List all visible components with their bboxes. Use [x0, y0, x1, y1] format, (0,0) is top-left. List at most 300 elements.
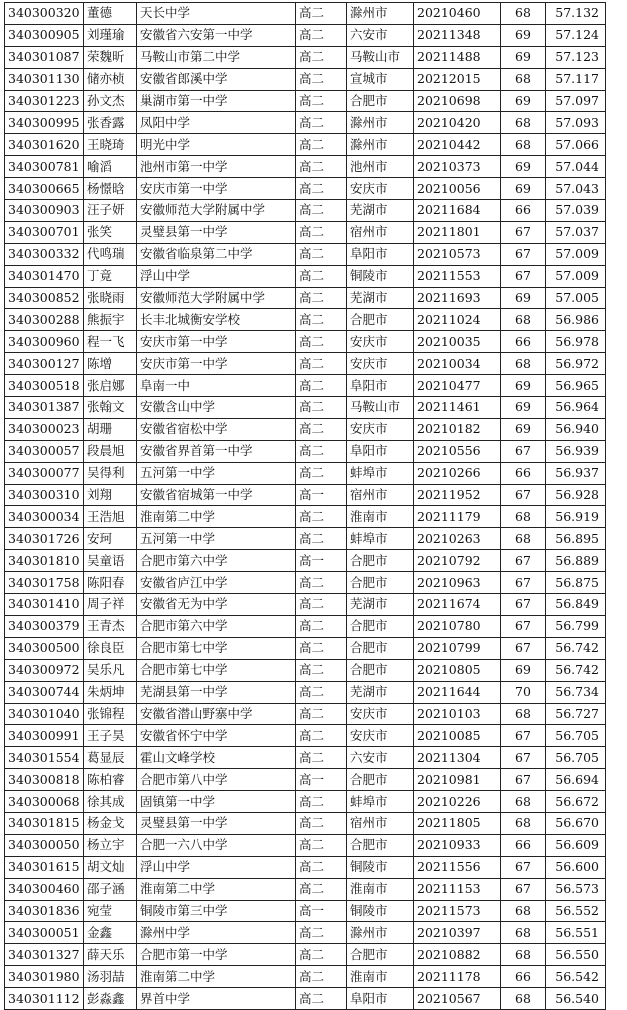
cell-grade: 高二 — [296, 747, 347, 769]
cell-score: 67 — [501, 615, 546, 637]
cell-city: 宣城市 — [347, 68, 414, 90]
cell-ticket-number: 20211801 — [414, 221, 501, 243]
cell-ticket-number: 20210056 — [414, 178, 501, 200]
table-row — [5, 834, 606, 856]
cell-school: 安徽省怀宁中学 — [137, 725, 296, 747]
cell-score: 66 — [501, 966, 546, 988]
cell-weighted-score: 57.132 — [546, 3, 606, 25]
cell-grade: 高二 — [296, 178, 347, 200]
cell-name: 喻滔 — [84, 156, 137, 178]
cell-school: 安徽省六安第一中学 — [137, 24, 296, 46]
cell-name: 荣魏昕 — [84, 46, 137, 68]
cell-score: 68 — [501, 112, 546, 134]
cell-student-id: 340301040 — [5, 703, 84, 725]
cell-name: 程一飞 — [84, 331, 137, 353]
cell-ticket-number: 20210792 — [414, 550, 501, 572]
cell-city: 安庆市 — [347, 725, 414, 747]
table-row — [5, 856, 606, 878]
cell-student-id: 340300023 — [5, 418, 84, 440]
cell-city: 安庆市 — [347, 703, 414, 725]
score-table — [4, 2, 606, 1010]
cell-school: 安徽省界首第一中学 — [137, 440, 296, 462]
cell-name: 胡珊 — [84, 418, 137, 440]
cell-city: 芜湖市 — [347, 594, 414, 616]
cell-school: 池州市第一中学 — [137, 156, 296, 178]
cell-student-id: 340300995 — [5, 112, 84, 134]
cell-score: 70 — [501, 681, 546, 703]
cell-school: 安徽省郎溪中学 — [137, 68, 296, 90]
table-row — [5, 353, 606, 375]
cell-student-id: 340300379 — [5, 615, 84, 637]
cell-score: 68 — [501, 812, 546, 834]
cell-city: 安庆市 — [347, 178, 414, 200]
cell-grade: 高二 — [296, 988, 347, 1010]
cell-school: 安庆市第一中学 — [137, 331, 296, 353]
cell-name: 张晓雨 — [84, 287, 137, 309]
cell-score: 67 — [501, 747, 546, 769]
cell-school: 芜湖县第一中学 — [137, 681, 296, 703]
cell-grade: 高二 — [296, 506, 347, 528]
cell-ticket-number: 20211024 — [414, 309, 501, 331]
cell-student-id: 340300518 — [5, 375, 84, 397]
cell-school: 合肥市第六中学 — [137, 550, 296, 572]
cell-grade: 高二 — [296, 90, 347, 112]
table-row — [5, 484, 606, 506]
cell-weighted-score: 56.940 — [546, 418, 606, 440]
cell-name: 朱炳坤 — [84, 681, 137, 703]
cell-score: 67 — [501, 856, 546, 878]
cell-city: 滁州市 — [347, 922, 414, 944]
cell-ticket-number: 20211674 — [414, 594, 501, 616]
cell-weighted-score: 56.542 — [546, 966, 606, 988]
cell-name: 周子祥 — [84, 594, 137, 616]
cell-ticket-number: 20211644 — [414, 681, 501, 703]
cell-ticket-number: 20210035 — [414, 331, 501, 353]
cell-student-id: 340300077 — [5, 462, 84, 484]
cell-city: 蚌埠市 — [347, 528, 414, 550]
cell-name: 王青杰 — [84, 615, 137, 637]
cell-name: 张启娜 — [84, 375, 137, 397]
table-row — [5, 418, 606, 440]
cell-student-id: 340300050 — [5, 834, 84, 856]
cell-student-id: 340300068 — [5, 791, 84, 813]
cell-weighted-score: 57.037 — [546, 221, 606, 243]
cell-student-id: 340301810 — [5, 550, 84, 572]
cell-weighted-score: 57.124 — [546, 24, 606, 46]
cell-city: 马鞍山市 — [347, 46, 414, 68]
table-row — [5, 221, 606, 243]
cell-name: 张翰文 — [84, 397, 137, 419]
table-row — [5, 3, 606, 25]
table-row — [5, 681, 606, 703]
cell-city: 安庆市 — [347, 331, 414, 353]
cell-grade: 高二 — [296, 331, 347, 353]
cell-student-id: 340301615 — [5, 856, 84, 878]
cell-ticket-number: 20210103 — [414, 703, 501, 725]
cell-score: 68 — [501, 900, 546, 922]
cell-city: 蚌埠市 — [347, 462, 414, 484]
cell-name: 徐良臣 — [84, 637, 137, 659]
cell-grade: 高二 — [296, 834, 347, 856]
table-row — [5, 747, 606, 769]
table-row — [5, 528, 606, 550]
cell-name: 吴得利 — [84, 462, 137, 484]
table-row — [5, 572, 606, 594]
cell-name: 张香露 — [84, 112, 137, 134]
cell-weighted-score: 57.044 — [546, 156, 606, 178]
cell-score: 68 — [501, 791, 546, 813]
cell-grade: 高二 — [296, 812, 347, 834]
cell-name: 王浩旭 — [84, 506, 137, 528]
cell-school: 灵璧县第一中学 — [137, 812, 296, 834]
cell-name: 董德 — [84, 3, 137, 25]
table-row — [5, 287, 606, 309]
cell-student-id: 340300744 — [5, 681, 84, 703]
cell-name: 薛天乐 — [84, 944, 137, 966]
cell-school: 铜陵市第三中学 — [137, 900, 296, 922]
cell-weighted-score: 56.609 — [546, 834, 606, 856]
cell-city: 宿州市 — [347, 812, 414, 834]
cell-student-id: 340300057 — [5, 440, 84, 462]
cell-weighted-score: 57.123 — [546, 46, 606, 68]
cell-grade: 高二 — [296, 243, 347, 265]
cell-student-id: 340301836 — [5, 900, 84, 922]
cell-city: 合肥市 — [347, 309, 414, 331]
cell-ticket-number: 20210556 — [414, 440, 501, 462]
cell-score: 68 — [501, 3, 546, 25]
cell-city: 铜陵市 — [347, 900, 414, 922]
table-row — [5, 309, 606, 331]
cell-school: 安徽省潜山野寨中学 — [137, 703, 296, 725]
cell-name: 陈阳春 — [84, 572, 137, 594]
table-row — [5, 156, 606, 178]
cell-ticket-number: 20210420 — [414, 112, 501, 134]
cell-ticket-number: 20210573 — [414, 243, 501, 265]
cell-school: 巢湖市第一中学 — [137, 90, 296, 112]
cell-name: 孙文杰 — [84, 90, 137, 112]
cell-student-id: 340300991 — [5, 725, 84, 747]
cell-city: 合肥市 — [347, 90, 414, 112]
cell-weighted-score: 57.039 — [546, 200, 606, 222]
cell-weighted-score: 57.097 — [546, 90, 606, 112]
cell-score: 68 — [501, 922, 546, 944]
cell-ticket-number: 20211304 — [414, 747, 501, 769]
table-row — [5, 550, 606, 572]
cell-school: 安徽师范大学附属中学 — [137, 200, 296, 222]
cell-student-id: 340300818 — [5, 769, 84, 791]
cell-ticket-number: 20210085 — [414, 725, 501, 747]
cell-city: 阜阳市 — [347, 375, 414, 397]
cell-city: 安庆市 — [347, 418, 414, 440]
cell-score: 67 — [501, 550, 546, 572]
table-row — [5, 134, 606, 156]
cell-grade: 高二 — [296, 287, 347, 309]
cell-ticket-number: 20210805 — [414, 659, 501, 681]
cell-school: 界首中学 — [137, 988, 296, 1010]
cell-ticket-number: 20210963 — [414, 572, 501, 594]
table-row — [5, 594, 606, 616]
table-row — [5, 900, 606, 922]
cell-ticket-number: 20212015 — [414, 68, 501, 90]
cell-weighted-score: 56.937 — [546, 462, 606, 484]
cell-grade: 高二 — [296, 944, 347, 966]
cell-ticket-number: 20210799 — [414, 637, 501, 659]
table-row — [5, 506, 606, 528]
cell-ticket-number: 20210373 — [414, 156, 501, 178]
cell-city: 芜湖市 — [347, 200, 414, 222]
cell-name: 胡文灿 — [84, 856, 137, 878]
table-row — [5, 769, 606, 791]
cell-school: 淮南第二中学 — [137, 506, 296, 528]
cell-ticket-number: 20210780 — [414, 615, 501, 637]
cell-weighted-score: 56.986 — [546, 309, 606, 331]
cell-grade: 高二 — [296, 528, 347, 550]
cell-score: 68 — [501, 68, 546, 90]
cell-weighted-score: 56.734 — [546, 681, 606, 703]
cell-student-id: 340300903 — [5, 200, 84, 222]
cell-student-id: 340301327 — [5, 944, 84, 966]
table-row — [5, 375, 606, 397]
table-row — [5, 988, 606, 1010]
table-row — [5, 725, 606, 747]
cell-score: 69 — [501, 397, 546, 419]
cell-name: 吴童语 — [84, 550, 137, 572]
table-row — [5, 178, 606, 200]
cell-grade: 高二 — [296, 3, 347, 25]
cell-school: 合肥市第七中学 — [137, 637, 296, 659]
cell-name: 刘翔 — [84, 484, 137, 506]
table-row — [5, 397, 606, 419]
cell-city: 阜阳市 — [347, 243, 414, 265]
cell-weighted-score: 57.009 — [546, 265, 606, 287]
cell-ticket-number: 20211693 — [414, 287, 501, 309]
cell-city: 芜湖市 — [347, 287, 414, 309]
cell-grade: 高二 — [296, 112, 347, 134]
table-row — [5, 243, 606, 265]
cell-weighted-score: 56.919 — [546, 506, 606, 528]
cell-school: 霍山文峰学校 — [137, 747, 296, 769]
cell-score: 69 — [501, 375, 546, 397]
table-row — [5, 812, 606, 834]
cell-ticket-number: 20211553 — [414, 265, 501, 287]
cell-name: 储亦桢 — [84, 68, 137, 90]
cell-weighted-score: 56.600 — [546, 856, 606, 878]
cell-score: 69 — [501, 418, 546, 440]
table-row — [5, 703, 606, 725]
cell-school: 安徽省宿松中学 — [137, 418, 296, 440]
cell-student-id: 340301726 — [5, 528, 84, 550]
table-row — [5, 440, 606, 462]
cell-student-id: 340300320 — [5, 3, 84, 25]
cell-weighted-score: 56.978 — [546, 331, 606, 353]
cell-score: 67 — [501, 594, 546, 616]
cell-grade: 高二 — [296, 375, 347, 397]
cell-student-id: 340301980 — [5, 966, 84, 988]
cell-student-id: 340300852 — [5, 287, 84, 309]
cell-grade: 高二 — [296, 46, 347, 68]
cell-ticket-number: 20211348 — [414, 24, 501, 46]
cell-school: 安徽省宿城第一中学 — [137, 484, 296, 506]
cell-city: 六安市 — [347, 747, 414, 769]
table-row — [5, 46, 606, 68]
cell-school: 浮山中学 — [137, 856, 296, 878]
cell-name: 张锦程 — [84, 703, 137, 725]
cell-weighted-score: 56.895 — [546, 528, 606, 550]
cell-weighted-score: 56.694 — [546, 769, 606, 791]
cell-ticket-number: 20210266 — [414, 462, 501, 484]
cell-school: 天长中学 — [137, 3, 296, 25]
cell-school: 安徽省无为中学 — [137, 594, 296, 616]
cell-student-id: 340301758 — [5, 572, 84, 594]
cell-weighted-score: 56.939 — [546, 440, 606, 462]
cell-grade: 高二 — [296, 966, 347, 988]
cell-city: 安庆市 — [347, 353, 414, 375]
cell-student-id: 340300127 — [5, 353, 84, 375]
table-row — [5, 878, 606, 900]
cell-ticket-number: 20210882 — [414, 944, 501, 966]
cell-grade: 高二 — [296, 462, 347, 484]
cell-grade: 高二 — [296, 397, 347, 419]
cell-score: 69 — [501, 156, 546, 178]
cell-weighted-score: 56.672 — [546, 791, 606, 813]
cell-ticket-number: 20211805 — [414, 812, 501, 834]
cell-weighted-score: 56.742 — [546, 659, 606, 681]
table-row — [5, 24, 606, 46]
cell-grade: 高二 — [296, 24, 347, 46]
cell-grade: 高二 — [296, 922, 347, 944]
cell-student-id: 340301470 — [5, 265, 84, 287]
cell-name: 王晓琦 — [84, 134, 137, 156]
cell-grade: 高二 — [296, 68, 347, 90]
cell-grade: 高二 — [296, 615, 347, 637]
cell-score: 67 — [501, 637, 546, 659]
cell-grade: 高二 — [296, 725, 347, 747]
cell-weighted-score: 56.705 — [546, 747, 606, 769]
table-row — [5, 944, 606, 966]
cell-score: 67 — [501, 572, 546, 594]
cell-score: 69 — [501, 46, 546, 68]
table-row — [5, 68, 606, 90]
cell-school: 浮山中学 — [137, 265, 296, 287]
cell-name: 金鑫 — [84, 922, 137, 944]
cell-grade: 高二 — [296, 878, 347, 900]
cell-city: 六安市 — [347, 24, 414, 46]
cell-name: 陈增 — [84, 353, 137, 375]
cell-grade: 高二 — [296, 791, 347, 813]
cell-school: 固镇第一中学 — [137, 791, 296, 813]
cell-score: 66 — [501, 331, 546, 353]
cell-weighted-score: 56.550 — [546, 944, 606, 966]
cell-score: 67 — [501, 769, 546, 791]
cell-grade: 高一 — [296, 900, 347, 922]
cell-name: 徐其成 — [84, 791, 137, 813]
cell-grade: 高二 — [296, 703, 347, 725]
cell-student-id: 340300034 — [5, 506, 84, 528]
cell-ticket-number: 20211179 — [414, 506, 501, 528]
cell-ticket-number: 20210698 — [414, 90, 501, 112]
cell-score: 68 — [501, 134, 546, 156]
cell-school: 五河第一中学 — [137, 528, 296, 550]
cell-student-id: 340300665 — [5, 178, 84, 200]
table-row — [5, 200, 606, 222]
cell-weighted-score: 56.551 — [546, 922, 606, 944]
cell-score: 66 — [501, 462, 546, 484]
cell-city: 合肥市 — [347, 637, 414, 659]
cell-weighted-score: 56.540 — [546, 988, 606, 1010]
cell-weighted-score: 56.964 — [546, 397, 606, 419]
cell-score: 68 — [501, 353, 546, 375]
cell-weighted-score: 57.009 — [546, 243, 606, 265]
cell-score: 68 — [501, 944, 546, 966]
cell-name: 张笑 — [84, 221, 137, 243]
cell-grade: 高二 — [296, 659, 347, 681]
cell-score: 67 — [501, 878, 546, 900]
cell-school: 马鞍山市第二中学 — [137, 46, 296, 68]
cell-school: 五河第一中学 — [137, 462, 296, 484]
cell-ticket-number: 20210397 — [414, 922, 501, 944]
cell-weighted-score: 56.889 — [546, 550, 606, 572]
cell-name: 葛显辰 — [84, 747, 137, 769]
cell-name: 汪子妍 — [84, 200, 137, 222]
cell-school: 安徽含山中学 — [137, 397, 296, 419]
cell-score: 69 — [501, 178, 546, 200]
table-row — [5, 331, 606, 353]
cell-score: 67 — [501, 243, 546, 265]
cell-student-id: 340301223 — [5, 90, 84, 112]
cell-ticket-number: 20210567 — [414, 988, 501, 1010]
cell-school: 灵璧县第一中学 — [137, 221, 296, 243]
cell-ticket-number: 20210263 — [414, 528, 501, 550]
cell-city: 淮南市 — [347, 506, 414, 528]
cell-grade: 高一 — [296, 769, 347, 791]
cell-ticket-number: 20211684 — [414, 200, 501, 222]
cell-weighted-score: 56.742 — [546, 637, 606, 659]
table-row — [5, 659, 606, 681]
cell-score: 69 — [501, 287, 546, 309]
cell-school: 合肥市第八中学 — [137, 769, 296, 791]
cell-student-id: 340300460 — [5, 878, 84, 900]
cell-school: 合肥市第六中学 — [137, 615, 296, 637]
cell-ticket-number: 20210477 — [414, 375, 501, 397]
cell-ticket-number: 20211153 — [414, 878, 501, 900]
cell-student-id: 340300960 — [5, 331, 84, 353]
cell-city: 淮南市 — [347, 878, 414, 900]
cell-score: 69 — [501, 90, 546, 112]
cell-grade: 高二 — [296, 440, 347, 462]
cell-ticket-number: 20210034 — [414, 353, 501, 375]
cell-name: 杨金戈 — [84, 812, 137, 834]
cell-score: 67 — [501, 265, 546, 287]
cell-ticket-number: 20211556 — [414, 856, 501, 878]
cell-school: 阜南一中 — [137, 375, 296, 397]
cell-city: 合肥市 — [347, 550, 414, 572]
cell-ticket-number: 20211488 — [414, 46, 501, 68]
cell-school: 淮南第二中学 — [137, 966, 296, 988]
cell-city: 芜湖市 — [347, 681, 414, 703]
cell-city: 合肥市 — [347, 572, 414, 594]
cell-grade: 高一 — [296, 550, 347, 572]
cell-name: 陈柏睿 — [84, 769, 137, 791]
cell-name: 代鸣瑞 — [84, 243, 137, 265]
cell-grade: 高二 — [296, 637, 347, 659]
cell-city: 合肥市 — [347, 769, 414, 791]
cell-ticket-number: 20211461 — [414, 397, 501, 419]
cell-city: 宿州市 — [347, 221, 414, 243]
cell-weighted-score: 56.573 — [546, 878, 606, 900]
cell-weighted-score: 57.005 — [546, 287, 606, 309]
cell-grade: 高二 — [296, 265, 347, 287]
cell-ticket-number: 20211178 — [414, 966, 501, 988]
